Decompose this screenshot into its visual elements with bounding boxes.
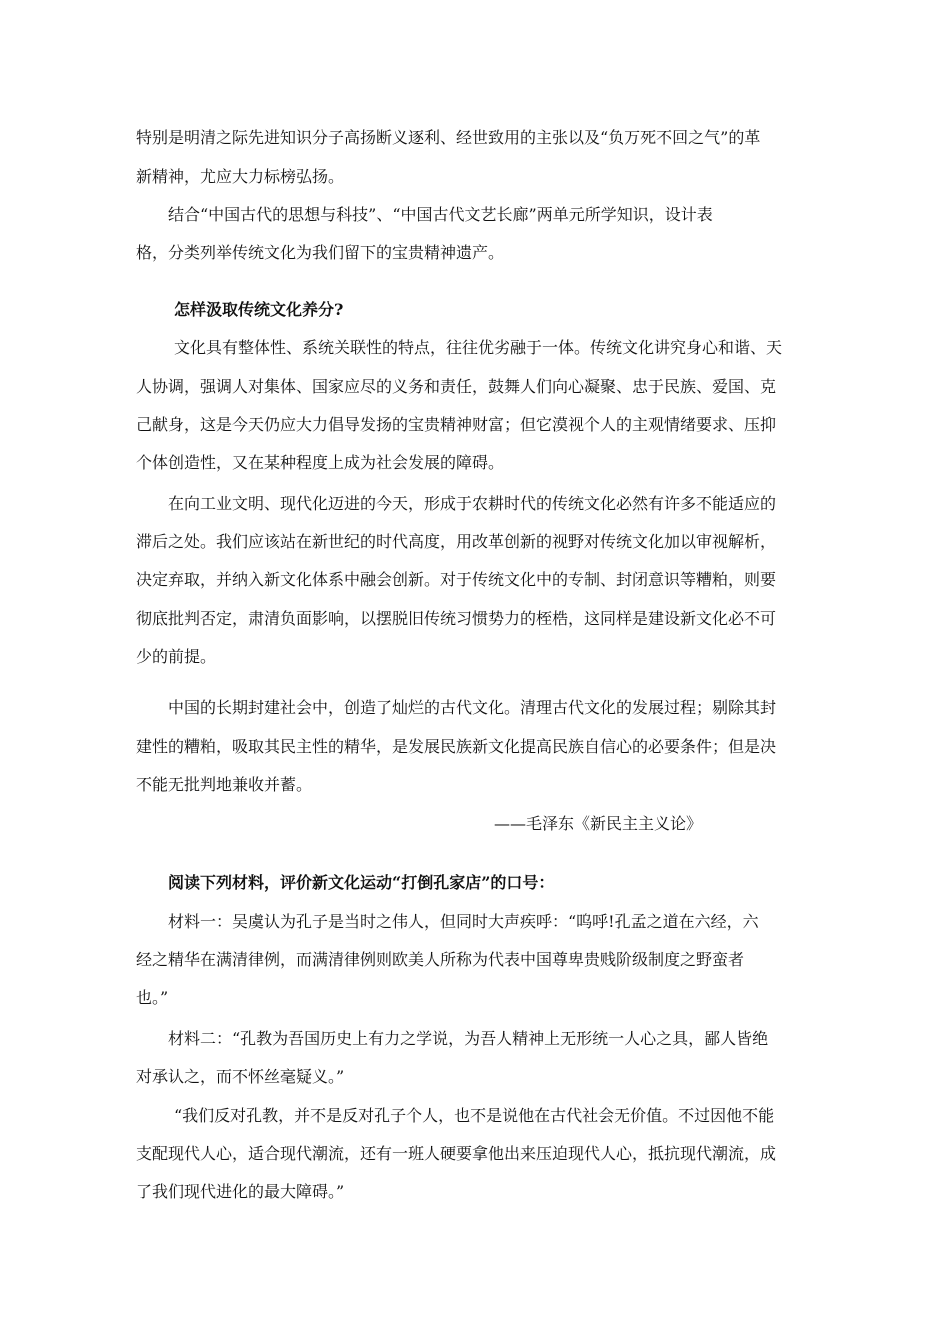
text-line: 支配现代人心，适合现代潮流，还有一班人硬要拿他出来压迫现代人心，抵抗现代潮流，成 — [136, 1144, 777, 1163]
document-page — [136, 0, 816, 1344]
text-line: 决定弃取，并纳入新文化体系中融会创新。对于传统文化中的专制、封闭意识等糟粕，则要 — [136, 570, 777, 589]
text-line: 格，分类列举传统文化为我们留下的宝贵精神遗产。 — [136, 243, 505, 262]
text-line: 人协调，强调人对集体、国家应尽的义务和责任，鼓舞人们向心凝聚、忠于民族、爱国、克 — [136, 377, 777, 396]
quote-attribution: ——毛泽东《新民主主义论》 — [494, 814, 703, 833]
quote-line: 建性的糟粕，吸取其民主性的精华，是发展民族新文化提高民族自信心的必要条件；但是决 — [136, 737, 777, 756]
text-line: “我们反对孔教，并不是反对孔子个人，也不是说他在古代社会无价值。不过因他不能 — [174, 1106, 775, 1125]
text-line: 经之精华在满清律例，而满清律例则欧美人所称为代表中国尊卑贵贱阶级制度之野蛮者 — [136, 950, 745, 969]
text-line: 材料一：吴虞认为孔子是当时之伟人，但同时大声疾呼：“呜呼!孔孟之道在六经，六 — [168, 912, 759, 931]
quote-line: 不能无批判地兼收并蓄。 — [136, 775, 313, 794]
section-heading: 阅读下列材料，评价新文化运动“打倒孔家店”的口号： — [168, 873, 555, 892]
text-line: 滞后之处。我们应该站在新世纪的时代高度，用改革创新的视野对传统文化加以审视解析， — [136, 532, 777, 551]
text-line: 彻底批判否定，肃清负面影响，以摆脱旧传统习惯势力的桎梏，这同样是建设新文化必不可 — [136, 609, 777, 628]
text-line: 也。” — [136, 988, 169, 1007]
section-heading: 怎样汲取传统文化养分? — [174, 300, 344, 319]
text-line: 材料二：“孔教为吾国历史上有力之学说，为吾人精神上无形统一人心之具，鄙人皆绝 — [168, 1029, 769, 1048]
text-line: 己献身，这是今天仍应大力倡导发扬的宝贵精神财富；但它漠视个人的主观情绪要求、压抑 — [136, 415, 777, 434]
text-line: 结合“中国古代的思想与科技”、“中国古代文艺长廊”两单元所学知识，设计表 — [168, 205, 713, 224]
text-line: 文化具有整体性、系统关联性的特点，往往优劣融于一体。传统文化讲究身心和谐、天 — [174, 338, 783, 357]
text-line: 个体创造性，又在某种程度上成为社会发展的障碍。 — [136, 453, 505, 472]
quote-line: 中国的长期封建社会中，创造了灿烂的古代文化。清理古代文化的发展过程；剔除其封 — [168, 698, 777, 717]
text-line: 了我们现代进化的最大障碍。” — [136, 1182, 345, 1201]
text-line: 新精神，尤应大力标榜弘扬。 — [136, 167, 345, 186]
text-line: 对承认之，而不怀丝毫疑义。” — [136, 1067, 345, 1086]
text-line: 少的前提。 — [136, 647, 217, 666]
text-line: 在向工业文明、现代化迈进的今天，形成于农耕时代的传统文化必然有许多不能适应的 — [168, 494, 777, 513]
text-line: 特别是明清之际先进知识分子高扬断义逐利、经世致用的主张以及“负万死不回之气”的革 — [136, 128, 761, 147]
